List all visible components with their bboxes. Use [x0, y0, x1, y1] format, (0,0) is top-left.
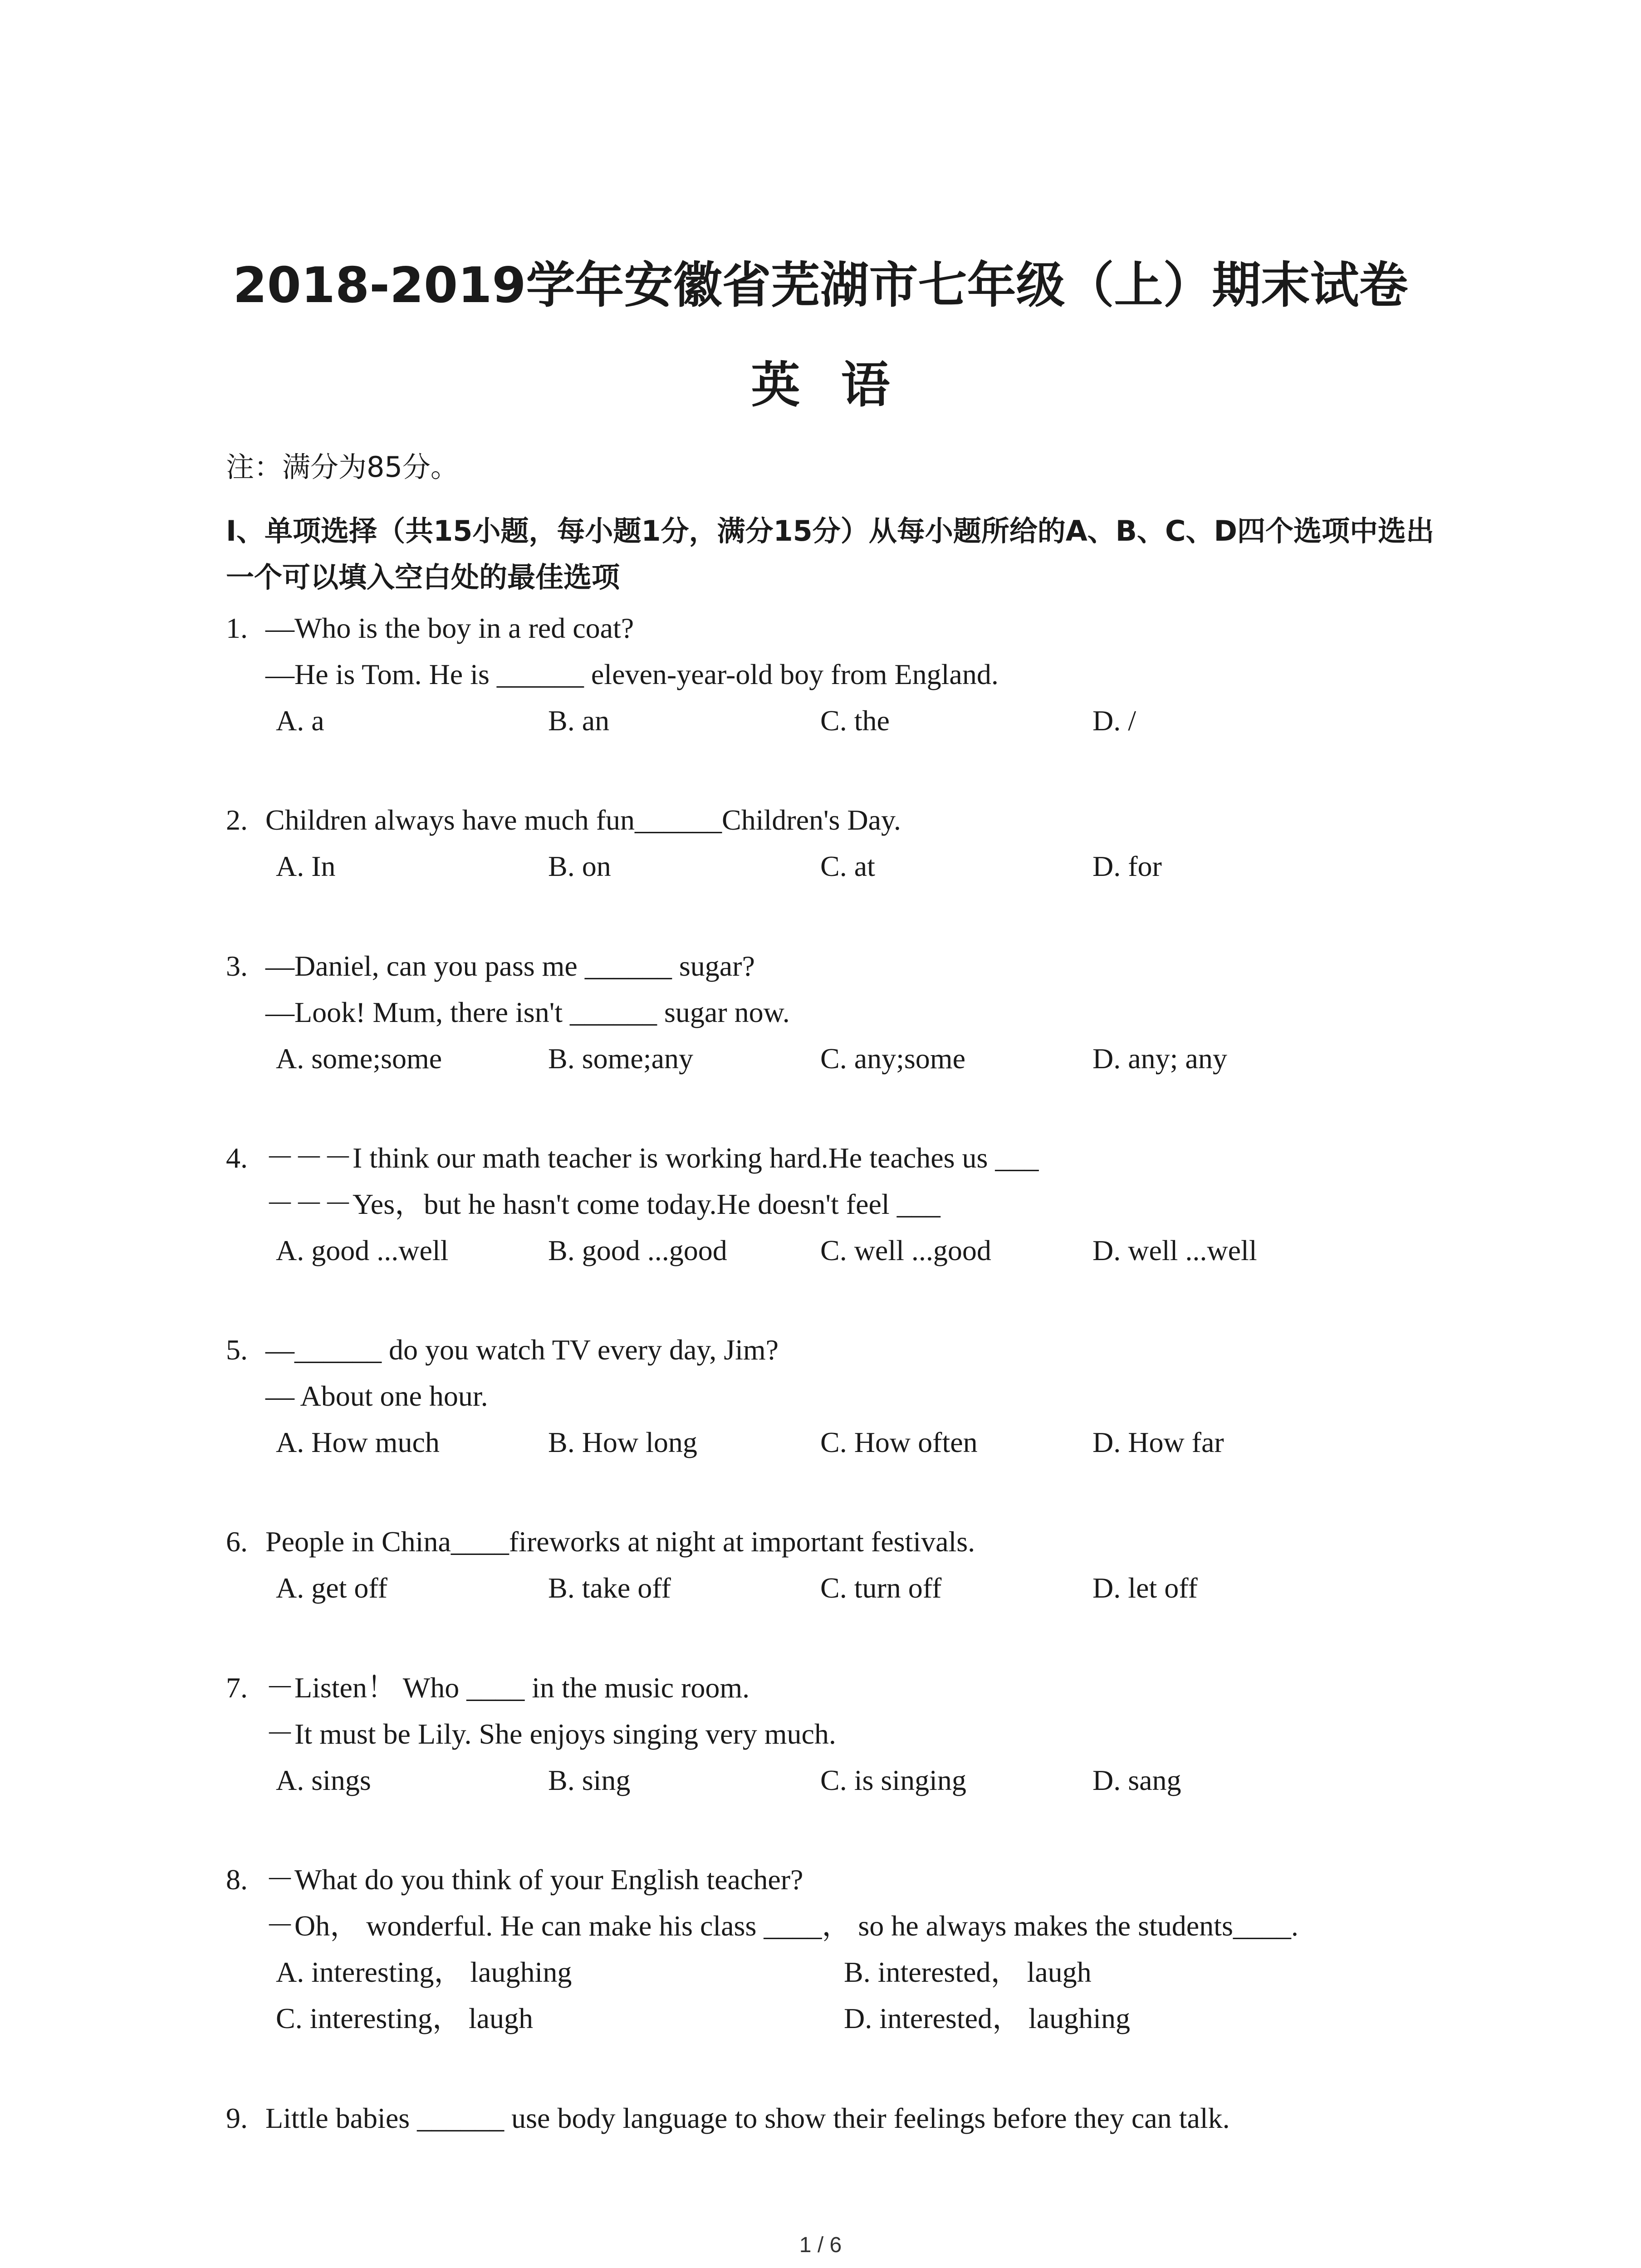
question-stem: －－－I think our math teacher is working hard.He teaches us ___: [265, 1142, 1039, 1174]
option-d: D. sang: [1092, 1764, 1181, 1796]
option-d: D. let off: [1092, 1572, 1198, 1604]
question-number: 8.: [226, 1863, 248, 1896]
option-a: A. good ...well: [276, 1234, 449, 1266]
option-c: C. interesting， laugh: [276, 2002, 534, 2034]
exam-subject: 英语: [751, 357, 931, 414]
exam-title: 2018-2019学年安徽省芜湖市七年级（上）期末试卷: [233, 257, 1408, 314]
option-c: C. any;some: [820, 1042, 965, 1075]
question-number: 6.: [226, 1525, 248, 1558]
score-note: 注：满分为85分。: [226, 450, 459, 484]
option-c: C. the: [820, 704, 890, 737]
option-b: B. interested， laugh: [844, 1956, 1092, 1988]
section-1-heading: Ⅰ、单项选择（共15小题，每小题1分，满分15分）从每小题所给的A、B、C、D四个选项中选出一个可以填入空白处的最佳选项: [226, 514, 1434, 594]
question-stem: —______ do you watch TV every day, Jim?: [265, 1334, 779, 1366]
option-b: B. good ...good: [548, 1234, 727, 1266]
question-stem: －It must be Lily. She enjoys singing very much.: [265, 1718, 836, 1750]
option-d: D. interested， laughing: [844, 2002, 1130, 2034]
option-b: B. take off: [548, 1572, 671, 1604]
page-number: 1 / 6: [799, 2233, 842, 2257]
option-b: B. on: [548, 850, 611, 882]
option-b: B. How long: [548, 1426, 697, 1458]
question-stem: －－－Yes，but he hasn't come today.He doesn't feel ___: [265, 1188, 941, 1220]
question-stem: —Who is the boy in a red coat?: [265, 612, 634, 644]
option-a: A. sings: [276, 1764, 371, 1796]
question-stem: — About one hour.: [265, 1380, 488, 1412]
option-a: A. some;some: [276, 1042, 442, 1075]
question-stem: People in China____fireworks at night at important festivals.: [265, 1525, 975, 1558]
question-number: 2.: [226, 804, 248, 836]
option-b: B. sing: [548, 1764, 631, 1796]
question-number: 3.: [226, 950, 248, 982]
question-number: 9.: [226, 2102, 248, 2134]
question-stem: —Daniel, can you pass me ______ sugar?: [265, 950, 755, 982]
question-number: 4.: [226, 1142, 248, 1174]
option-c: C. turn off: [820, 1572, 942, 1604]
question-number: 7.: [226, 1672, 248, 1704]
option-b: B. an: [548, 704, 610, 737]
option-a: A. get off: [276, 1572, 387, 1604]
option-c: C. is singing: [820, 1764, 966, 1796]
option-b: B. some;any: [548, 1042, 693, 1075]
option-d: D. How far: [1092, 1426, 1224, 1458]
option-a: A. How much: [276, 1426, 440, 1458]
option-c: C. How often: [820, 1426, 978, 1458]
question-stem: －What do you think of your English teacher?: [265, 1863, 803, 1896]
question-number: 5.: [226, 1334, 248, 1366]
question-stem: Little babies ______ use body language to show their feelings before they can talk.: [265, 2102, 1230, 2134]
question-stem: —Look! Mum, there isn't ______ sugar now.: [265, 996, 790, 1028]
question-stem: —He is Tom. He is ______ eleven-year-old boy from England.: [265, 658, 999, 690]
option-c: C. well ...good: [820, 1234, 991, 1266]
question-stem: Children always have much fun______Children's Day.: [265, 804, 901, 836]
option-a: A. a: [276, 704, 324, 737]
option-d: D. /: [1092, 704, 1136, 737]
option-a: A. interesting， laughing: [276, 1956, 572, 1988]
question-number: 1.: [226, 612, 248, 644]
question-stem: －Listen！ Who ____ in the music room.: [265, 1672, 750, 1704]
option-c: C. at: [820, 850, 875, 882]
option-d: D. well ...well: [1092, 1234, 1257, 1266]
question-stem: －Oh， wonderful. He can make his class ____， so he always makes the students____.: [265, 1910, 1298, 1942]
option-d: D. for: [1092, 850, 1162, 882]
option-a: A. In: [276, 850, 336, 882]
option-d: D. any; any: [1092, 1042, 1227, 1075]
